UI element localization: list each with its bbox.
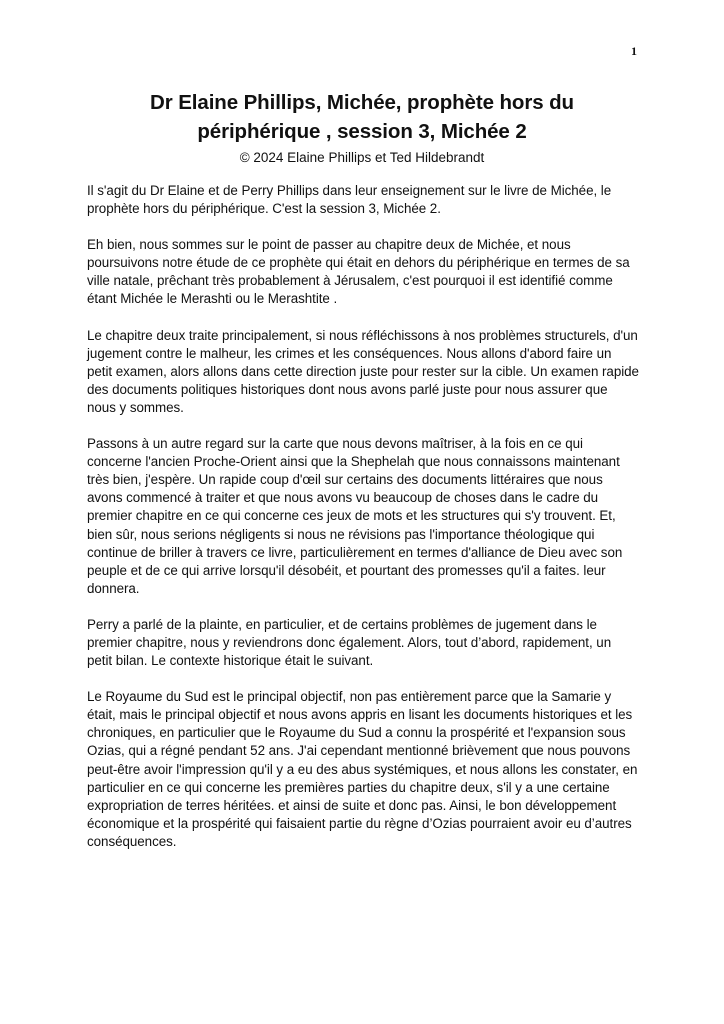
paragraph: Eh bien, nous sommes sur le point de passer au chapitre deux de Michée, et nous poursuivons notre étude de ce prophète qui était en dehors du périphérique en termes de sa ville natale, prêchant très probablement à Jérusalem, c'est pourquoi il est identifié comme étant Michée le Merashti ou le Merashtite .	[87, 237, 630, 307]
page-number: 1	[631, 44, 637, 58]
paragraph: Passons à un autre regard sur la carte que nous devons maîtriser, à la fois en ce qui concerne l'ancien Proche-Orient ainsi que la Shephelah que nous connaissons maintenant très bien, j'espère. Un rapide coup d'œil sur certains des documents littéraires que nous avons commencé à traiter et que nous avons vu beaucoup de choses dans le cadre du premier chapitre en ce qui concerne ces jeux de mots et les structures qui s'y trouvent. Et, bien sûr, nous serions négligents si nous ne révisions pas l'importance théologique qui continue de briller à travers ce livre, particulièrement en termes d'alliance de Dieu avec son peuple et de ce qui arrive lorsqu'il désobéit, et pourtant des promesses qu'il a faites. leur donnera.	[87, 436, 623, 596]
paragraph: Le Royaume du Sud est le principal objectif, non pas entièrement parce que la Samarie y était, mais le principal objectif et nous avons appris en lisant les documents historiques et les chroniques, en particulier que le Royaume du Sud a connu la prospérité et l'expansion sous Ozias, qui a régné pendant 52 ans. J'ai cependant mentionné brièvement que nous pouvons peut-être avoir l'impression qu'il y a eu des abus systémiques, et nous allons les constater, en particulier en ce qui concerne les premières parties du chapitre deux, s'il y a une certaine expropriation de terres héritées. et ainsi de suite et donc pas. Ainsi, le bon développement économique et la prospérité qui faisaient partie du règne d’Ozias pourraient avoir eu d’autres conséquences.	[87, 689, 638, 849]
document-body	[87, 182, 639, 869]
paragraph: Il s'agit du Dr Elaine et de Perry Phillips dans leur enseignement sur le livre de Michée, le prophète hors du périphérique. C'est la session 3, Michée 2.	[87, 183, 612, 217]
paragraph: Perry a parlé de la plainte, en particulier, et de certains problèmes de jugement dans le premier chapitre, nous y reviendrons donc également. Alors, tout d’abord, rapidement, un petit bilan. Le contexte historique était le suivant.	[87, 616, 612, 669]
copyright-line: © 2024 Elaine Phillips et Ted Hildebrandt	[239, 150, 485, 165]
document-title: Dr Elaine Phillips, Michée, prophète hors du périphérique , session 3, Michée 2	[150, 91, 574, 143]
paragraph: Le chapitre deux traite principalement, si nous réfléchissons à nos problèmes structurels, d'un jugement contre le malheur, les crimes et les conséquences. Nous allons d'abord faire un petit examen, alors allons dans cette direction juste pour rester sur la cible. Un examen rapide des documents politiques historiques dont nous avons parlé juste pour nous assurer que nous y sommes.	[87, 327, 639, 415]
